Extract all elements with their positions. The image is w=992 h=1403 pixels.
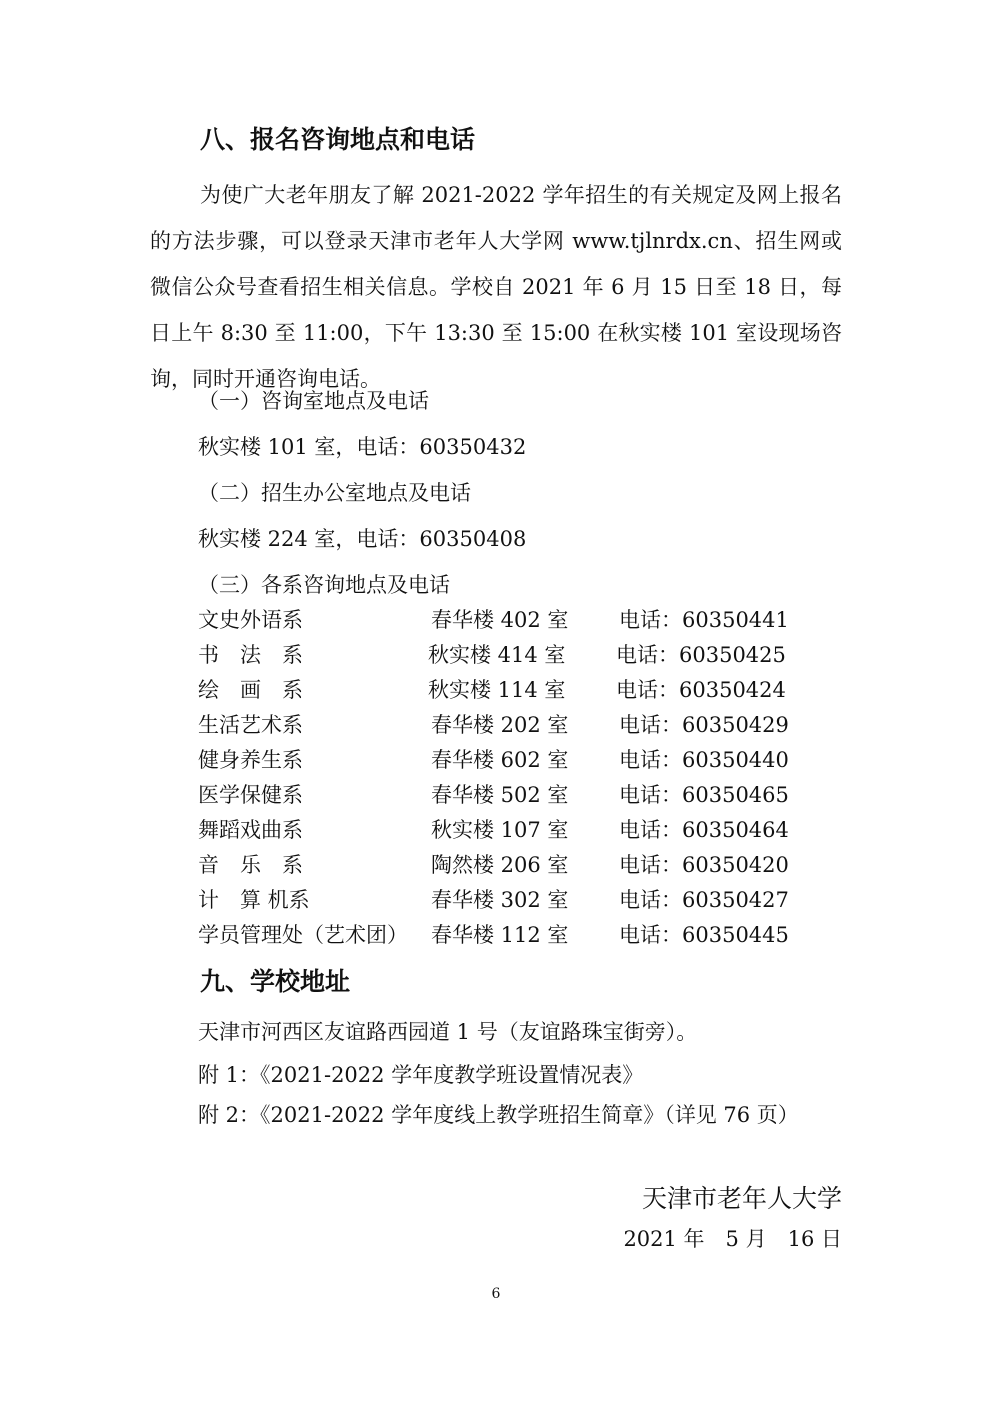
dept-name: 绘 画 系 (198, 678, 303, 702)
school-address: 天津市河西区友谊路西园道 1 号（友谊路珠宝街旁）。 (198, 1020, 698, 1044)
intro-paragraph: 为使广大老年朋友了解 2021-2022 学年招生的有关规定及网上报名的方法步骤，可以登录天津市老年人大学网 www.tjlnrdx.cn、招生网或微信公众号查看招生相关信息。学校自 2021 年 6 月 15 日至 18 日，每日上午 8:30 至 11:00，下午 13:30 至 15:00 在秋实楼 101 室设现场咨询，同时开通咨询电话。 (150, 183, 842, 391)
dept-phone: 电话：60350424 (616, 678, 786, 702)
dept-phone: 电话：60350441 (619, 608, 789, 632)
dept-room: 春华楼 602 室 (431, 748, 569, 772)
dept-room: 春华楼 402 室 (431, 608, 569, 632)
section9-heading: 九、学校地址 (200, 967, 351, 996)
dept-room: 秋实楼 114 室 (428, 678, 566, 702)
sub1-title: （一）咨询室地点及电话 (198, 389, 429, 413)
dept-room: 春华楼 302 室 (431, 888, 569, 912)
signature-org: 天津市老年人大学 (641, 1184, 842, 1213)
sub2-title: （二）招生办公室地点及电话 (198, 481, 471, 505)
page-number: 6 (491, 1286, 501, 1302)
dept-name: 计 算 机系 (198, 888, 310, 912)
dept-room: 陶然楼 206 室 (431, 853, 569, 877)
dept-room: 春华楼 502 室 (431, 783, 569, 807)
dept-name: 文史外语系 (198, 608, 303, 632)
dept-phone: 电话：60350465 (619, 783, 789, 807)
dept-name: 健身养生系 (198, 748, 303, 772)
dept-room: 春华楼 112 室 (431, 923, 569, 947)
section8-intro (150, 172, 842, 402)
dept-name: 书 法 系 (198, 643, 303, 667)
sub2-info: 秋实楼 224 室，电话：60350408 (198, 527, 527, 551)
sub1-info: 秋实楼 101 室，电话：60350432 (198, 435, 527, 459)
dept-name: 音 乐 系 (198, 853, 303, 877)
dept-room: 秋实楼 107 室 (431, 818, 569, 842)
attachment-2: 附 2：《2021-2022 学年度线上教学班招生简章》（详见 76 页） (198, 1103, 799, 1127)
dept-phone: 电话：60350464 (619, 818, 789, 842)
dept-phone: 电话：60350429 (619, 713, 789, 737)
dept-phone: 电话：60350440 (619, 748, 789, 772)
attachment-1: 附 1：《2021-2022 学年度教学班设置情况表》 (198, 1063, 644, 1087)
dept-name: 医学保健系 (198, 783, 303, 807)
dept-room: 春华楼 202 室 (431, 713, 569, 737)
signature-date: 2021 年 5 月 16 日 (623, 1227, 842, 1251)
dept-phone: 电话：60350445 (619, 923, 789, 947)
dept-name: 生活艺术系 (198, 713, 303, 737)
dept-phone: 电话：60350420 (619, 853, 789, 877)
section8-heading: 八、报名咨询地点和电话 (200, 125, 476, 154)
dept-phone: 电话：60350427 (619, 888, 789, 912)
dept-name: 舞蹈戏曲系 (198, 818, 303, 842)
dept-phone: 电话：60350425 (616, 643, 786, 667)
dept-name: 学员管理处（艺术团） (198, 923, 408, 947)
sub3-title: （三）各系咨询地点及电话 (198, 573, 450, 597)
dept-room: 秋实楼 414 室 (428, 643, 566, 667)
